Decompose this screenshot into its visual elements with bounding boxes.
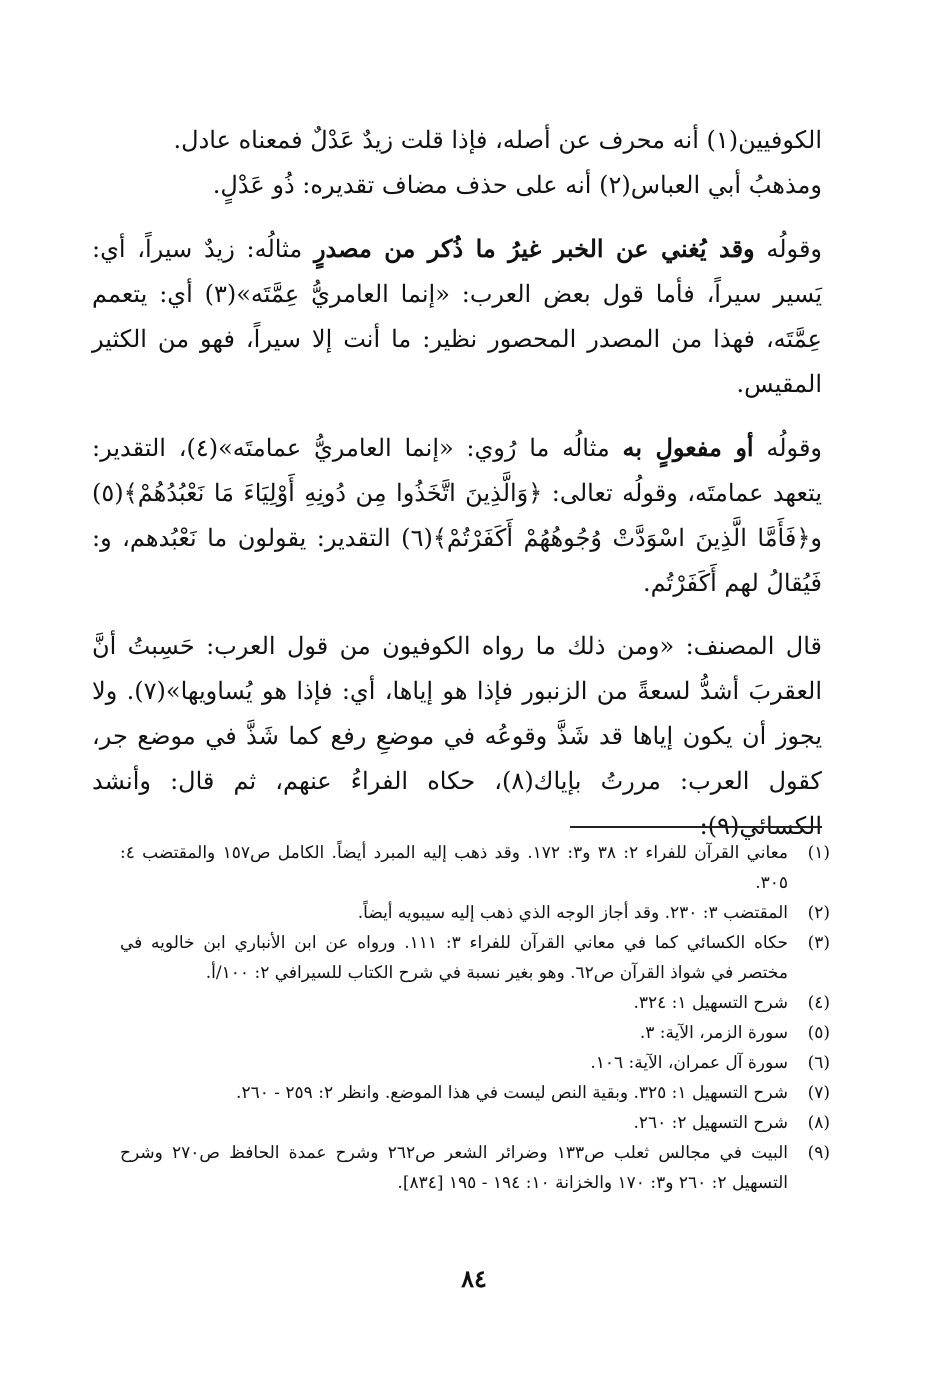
paragraph-4-body: قال المصنف: «ومن ذلك ما رواه الكوفيون من قول العرب: حَسِبتُ أنَّ العقربَ أشدُّ لسعةً من الزنبور فإذا هو إياها، أي: فإذا هو يُساويها»(٧). ولا يجوز أن يكون إياها قد شَذَّ وقوعُه في موضعِ رفع كما شَذَّ في موضع جر، كقول العرب: مررتُ بإياك(٨)، حكاه الفراءُ عنهم، ثم قال: وأنشد الكسائي(٩):	[92, 632, 823, 840]
footnote-text: البيت في مجالس ثعلب ص١٣٣ وضرائر الشعر ص٢٦٢ وشرح عمدة الحافظ ص٢٧٠ وشرح التسهيل ٢: ٢٦٠ و٣: ١٧٠ والخزانة ١٠: ١٩٤ - ١٩٥ [٨٣٤].	[120, 1143, 789, 1193]
footnote-number: (٩)	[807, 1143, 830, 1163]
footnote-text: سورة الزمر، الآية: ٣.	[639, 1023, 788, 1043]
footnote-number: (١)	[807, 843, 830, 863]
paragraph-3-quoted-text: أو مفعولٍ به	[622, 433, 754, 462]
footnote-number: (٣)	[807, 933, 830, 953]
footnote-2	[120, 898, 830, 928]
footnote-3	[120, 928, 830, 988]
footnote-number: (٤)	[807, 993, 830, 1013]
paragraph-4	[92, 624, 822, 849]
paragraph-3-body: مثالُه ما رُوي: «إنما العامريُّ عمامتَه»(٤)، التقدير: يتعهد عمامتَه، وقولُه تعالى: ﴿وَالَّذِينَ اتَّخَذُوا مِن دُونِهِ أَوْلِيَاءَ مَا نَعْبُدُهُمْ﴾(٥) و﴿فَأَمَّا الَّذِينَ اسْوَدَّتْ وُجُوهُهُمْ أَكَفَرْتُمْ﴾(٦) التقدير: يقولون ما نَعْبُدهم، و: فَيُقالُ لهم أَكَفَرْتُم.	[92, 434, 822, 597]
footnote-5	[120, 1018, 830, 1048]
footnote-divider	[570, 826, 822, 828]
paragraph-2-quoted-text: وقد يُغني عن الخبر غيرُ ما ذُكر من مصدرٍ	[313, 234, 755, 263]
footnote-8	[120, 1108, 830, 1138]
footnote-number: (٢)	[807, 903, 830, 923]
page-number: ٨٤	[461, 1264, 487, 1293]
footnote-text: المقتضب ٣: ٢٣٠. وقد أجاز الوجه الذي ذهب إليه سيبويه أيضاً.	[357, 903, 788, 923]
main-text	[92, 118, 822, 867]
footnote-7	[120, 1078, 830, 1108]
footnote-number: (٧)	[807, 1083, 830, 1103]
footnotes	[120, 838, 830, 1198]
footnote-text: شرح التسهيل ١: ٣٢٥. وبقية النص ليست في هذا الموضع. وانظر ٢: ٢٥٩ - ٢٦٠.	[236, 1083, 788, 1103]
footnote-number: (٦)	[807, 1053, 830, 1073]
footnote-text: شرح التسهيل ١: ٣٢٤.	[633, 993, 788, 1013]
footnote-text: سورة آل عمران، الآية: ١٠٦.	[590, 1053, 788, 1073]
paragraph-1-line-1: الكوفيين(١) أنه محرف عن أصله، فإذا قلت زيدٌ عَدْلٌ فمعناه عادل.	[173, 126, 822, 154]
footnote-9	[120, 1138, 830, 1198]
paragraph-2-body: مثالُه: زيدٌ سيراً، أي: يَسير سيراً، فأما قول بعض العرب: «إنما العامريُّ عِمَّتَه»(٣) أي: يتعمم عِمَّتَه، فهذا من المصدر المحصور نظير: ما أنت إلا سيراً، فهو من الكثير المقيس.	[92, 235, 822, 398]
paragraph-1-line-2: ومذهبُ أبي العباس(٢) أنه على حذف مضاف تقديره: ذُو عَدْلٍ.	[212, 171, 822, 199]
footnote-number: (٥)	[807, 1023, 830, 1043]
paragraph-1	[92, 118, 822, 208]
paragraph-3-lead: وقولُه	[766, 434, 822, 462]
footnote-number: (٨)	[807, 1113, 830, 1133]
footnote-6	[120, 1048, 830, 1078]
paragraph-2	[92, 226, 822, 407]
footnote-text: معاني القرآن للفراء ٢: ٣٨ و٣: ١٧٢. وقد ذهب إليه المبرد أيضاً. الكامل ص١٥٧ والمقتضب ٤: ٣٠٥.	[120, 843, 788, 893]
paragraph-2-lead: وقولُه	[766, 235, 823, 263]
footnote-text: حكاه الكسائي كما في معاني القرآن للفراء ٣: ١١١. ورواه عن ابن الأنباري ابن خالويه في مختصر في شواذ القرآن ص٦٢. وهو بغير نسبة في شرح الكتاب للسيرافي ٢: ١٠٠/أ.	[120, 933, 788, 983]
footnote-text: شرح التسهيل ٢: ٢٦٠.	[633, 1113, 788, 1133]
footnote-1	[120, 838, 830, 898]
footnote-4	[120, 988, 830, 1018]
paragraph-3	[92, 425, 822, 606]
